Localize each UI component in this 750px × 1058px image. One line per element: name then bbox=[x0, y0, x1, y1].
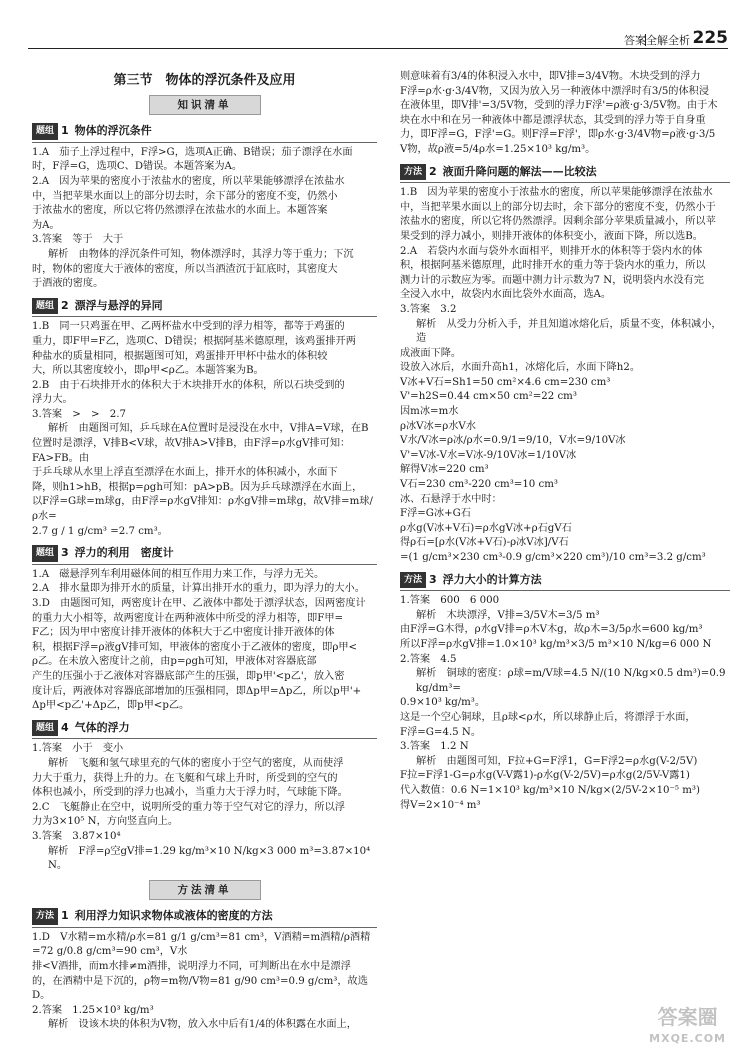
group-title: 浮力的利用 密度计 bbox=[74, 546, 174, 560]
group-tag: 题组 bbox=[32, 298, 58, 315]
text-line: 测力计的示数应为零。而题中测力计示数为7 N，说明袋内水没有完 bbox=[400, 274, 704, 286]
text-line: 得V=2×10⁻⁴ m³ bbox=[400, 799, 481, 811]
group-number: 4 bbox=[61, 720, 69, 734]
group-number: 3 bbox=[61, 546, 69, 560]
text-line: ρ冰V冰=ρ水V水 bbox=[400, 420, 476, 432]
text-line: 3.D 由题图可知，两密度计在甲、乙液体中都处于漂浮状态，因两密度计 bbox=[32, 598, 366, 609]
text-line: V石=230 cm³-220 cm³=10 cm³ bbox=[400, 479, 558, 491]
text-line: 降，则h1>hB，根据p=ρgh可知：pA>pB。因为乒乓球漂浮在水面上， bbox=[32, 481, 363, 493]
method-number: 3 bbox=[429, 572, 437, 586]
banner-method: 方法清单 bbox=[149, 880, 261, 901]
method-heading bbox=[32, 908, 377, 928]
method-title: 液面升降问题的解法——比较法 bbox=[442, 164, 597, 178]
text-line: V'=h2S=0.44 cm×50 cm²=22 cm³ bbox=[400, 391, 577, 403]
text-line: 中，当把苹果水面以上的部分切去时，余下部分的密度不变，仍然小于 bbox=[400, 201, 716, 213]
text-line: 代入数值：0.6 N=1×10³ kg/m³×10 N/kg×(2/5V-2×10⁻⁵ m³) bbox=[400, 784, 700, 796]
text-line: 1.答案 600 6 000 bbox=[400, 595, 500, 607]
text-line: 解得V冰=220 cm³ bbox=[400, 464, 489, 476]
method-number: 1 bbox=[61, 909, 69, 923]
text-line: 时，物体的密度大于液体的密度，所以当酒渣沉于缸底时，其密度大 bbox=[32, 263, 338, 275]
m1-body bbox=[32, 931, 377, 1033]
method-tag: 方法 bbox=[400, 164, 426, 181]
r1-body bbox=[400, 186, 730, 565]
group-heading bbox=[32, 123, 377, 143]
text-line: 重力，即F甲=F乙，选项C、D错误；根据阿基米德原理，该鸡蛋排开两 bbox=[32, 335, 356, 347]
text-line: 1.答案 小于 变小 bbox=[32, 743, 124, 755]
text-line: 2.答案 4.5 bbox=[400, 653, 457, 665]
text-line: 2.7 g / 1 g/cm³ =2.7 cm³。 bbox=[32, 525, 168, 537]
text-line: 解析 由题图可知，F拉+G=F浮1，G=F浮2=ρ水g(V-2/5V) bbox=[416, 755, 698, 767]
method-heading bbox=[400, 572, 730, 592]
g1-body bbox=[32, 146, 377, 292]
section-title: 第三节 物体的浮沉条件及应用 bbox=[113, 73, 296, 88]
header-title: 答案全解全析 bbox=[624, 34, 690, 47]
text-line: =(1 g/cm³×230 cm³-0.9 g/cm³×220 cm³)/10 cm³=3.2 g/cm³ bbox=[400, 552, 706, 563]
text-line: 成液面下降。 bbox=[400, 347, 462, 359]
method-number: 2 bbox=[429, 164, 437, 178]
text-line: 3.答案 3.87×10⁴ bbox=[32, 830, 121, 842]
text-line: 于酒液的密度。 bbox=[32, 278, 104, 290]
method-title: 利用浮力知识求物体或液体的密度的方法 bbox=[74, 909, 273, 923]
text-line: V'=V冰-V水=V冰-9/10V冰=1/10V冰 bbox=[400, 449, 577, 461]
text-line: 1.A 磁悬浮列车利用磁体间的相互作用力来工作，与浮力无关。 bbox=[32, 568, 325, 580]
text-line: 解析 铜球的密度：ρ球=m/V球=4.5 N/(10 N/kg×0.5 dm³)=0.9 kg/dm³= bbox=[416, 668, 726, 694]
text-line: 积，根据F浮=ρ液gV排可知，甲液体的密度小于乙液体的密度，即ρ甲< bbox=[32, 641, 358, 653]
group-heading bbox=[32, 720, 377, 740]
text-line: 解析 由题图可知，乒乓球在A位置时是浸没在水中，V排A=V球，在B bbox=[48, 423, 369, 435]
r0-body bbox=[400, 70, 730, 158]
banner-knowledge: 知识清单 bbox=[149, 95, 261, 116]
text-line: 设放入冰后，水面升高h1，冰熔化后，水面下降h2。 bbox=[400, 362, 641, 374]
text-line: ρ乙。在未放入密度计之前，由p=ρgh可知，甲液体对容器底部 bbox=[32, 656, 317, 668]
text-line: 全浸入水中，故袋内水面比袋外水面高，选A。 bbox=[400, 289, 612, 301]
text-line: 种盐水的质量相同，根据题图可知，鸡蛋排开甲杯中盐水的体积较 bbox=[32, 350, 328, 362]
text-line: V水/V冰=ρ冰/ρ水=0.9/1=9/10，V水=9/10V冰 bbox=[400, 435, 626, 447]
text-line: 3.答案 等于 大于 bbox=[32, 234, 124, 246]
text-line: 为A。 bbox=[32, 219, 60, 231]
text-line: 则意味着有3/4的体积浸入水中，即V排=3/4V物。木块受到的浮力 bbox=[400, 71, 701, 82]
text-line: 2.A 若袋内水面与袋外水面相平，则排开水的体积等于袋内水的体 bbox=[400, 245, 703, 257]
r2-body bbox=[400, 594, 730, 813]
text-line: 中，当把苹果水面以上的部分切去时，余下部分的密度不变，仍然小 bbox=[32, 190, 338, 202]
text-line: 2.B 由于石块排开水的体积大于木块排开水的体积，所以石块受到的 bbox=[32, 379, 345, 391]
text-line: 于浓盐水的密度，所以它将仍然漂浮在浓盐水的水面上。本题答案 bbox=[32, 205, 328, 217]
text-line: 的重力大小相等，故两密度计在两种液体中所受的浮力相等，即F甲= bbox=[32, 612, 344, 624]
text-line: 在液体里，即V排'=3/5V物，受到的浮力F浮'=ρ液·g·3/5V物。由于木 bbox=[400, 100, 718, 112]
text-line: 于乒乓球从水里上浮直至漂浮在水面上，排开水的体积减小，水面下 bbox=[32, 467, 338, 479]
text-line: 果受到的浮力减小，则排开液体的体积变小，液面下降，所以选B。 bbox=[400, 230, 703, 242]
text-line: 块在水中和在另一种液体中都是漂浮状态，其受到的浮力等于自身重 bbox=[400, 114, 706, 126]
text-line: 解析 设该木块的体积为V物，放入水中后有1/4的体积露在水面上， bbox=[48, 1019, 357, 1031]
text-line: 产生的压强小于乙液体对容器底部产生的压强，即p甲'<p乙'，放入密 bbox=[32, 670, 345, 682]
text-line: 2.答案 1.25×10³ kg/m³ bbox=[32, 1004, 154, 1016]
text-line: 解析 木块漂浮，V排=3/5V木=3/5 m³ bbox=[416, 609, 600, 621]
text-line: 1.B 同一只鸡蛋在甲、乙两杯盐水中受到的浮力相等，都等于鸡蛋的 bbox=[32, 321, 345, 333]
text-line: 2.C 飞艇静止在空中，说明所受的重力等于空气对它的浮力，所以浮 bbox=[32, 801, 345, 813]
method-tag: 方法 bbox=[400, 572, 426, 589]
text-line: 0.9×10³ kg/m³。 bbox=[400, 697, 486, 709]
text-line: F浮=G=4.5 N。 bbox=[400, 726, 482, 738]
group-heading bbox=[32, 545, 377, 565]
text-line: 这是一个空心铜球，且ρ球<ρ水，所以球静止后，将漂浮于水面， bbox=[400, 711, 696, 723]
text-line: 位置时是漂浮，V排B<V球，故V排A>V排B，由F浮=ρ水gV排可知：FA>FB。由 bbox=[32, 438, 351, 464]
text-line: 的，在酒精中是下沉的，ρ物=m物/V物=81 g/90 cm³=0.9 g/cm³，故选D。 bbox=[32, 975, 368, 1002]
text-line: 由F浮=G木得，ρ水gV排=ρ木V木g，故ρ木=3/5ρ水=600 kg/m³ bbox=[400, 624, 703, 636]
text-line: 力，即F浮=G，F浮'=G。则F浮=F浮'，即ρ水·g·3/4V物=ρ液·g·3/5 bbox=[400, 129, 716, 141]
text-line: 3.答案 1.2 N bbox=[400, 741, 469, 753]
text-line: 度计后，两液体对容器底部增加的压强相同，即Δp甲=Δp乙，所以p甲'+ bbox=[32, 685, 362, 697]
text-line: 冰、石悬浮于水中时： bbox=[400, 493, 502, 505]
text-line: 积，根据阿基米德原理，此时排开水的重力等于袋内水的重力，所以 bbox=[400, 260, 706, 272]
text-line: 浮力大。 bbox=[32, 394, 73, 406]
g4-body bbox=[32, 742, 377, 873]
group-title: 物体的浮沉条件 bbox=[74, 124, 152, 138]
group-tag: 题组 bbox=[32, 123, 58, 140]
text-line: 体积也减小，所受到的浮力也减小，当重力大于浮力时，气球能下降。 bbox=[32, 787, 348, 799]
watermark-line1: 答案圈 bbox=[657, 1005, 718, 1029]
text-line: 力为3×10⁵ N，方向竖直向上。 bbox=[32, 816, 179, 828]
text-line: 大，所以其密度较小，即ρ甲<ρ乙。本题答案为B。 bbox=[32, 365, 264, 377]
text-line: 2.A 排水量即为排开水的质量，计算出排开水的重力，即为浮力的大小。 bbox=[32, 583, 365, 595]
g3-body bbox=[32, 568, 377, 714]
text-line: 浓盐水的密度，所以它将仍然漂浮。因剩余部分苹果质量减小，所以苹 bbox=[400, 216, 716, 228]
text-line: 解析 飞艇和氢气球里充的气体的密度小于空气的密度，从而使浮 bbox=[48, 757, 344, 769]
watermark-logo bbox=[649, 1006, 726, 1050]
text-line: 1.A 茄子上浮过程中，F浮>G，选项A正确、B错误；茄子漂浮在水面 bbox=[32, 146, 353, 158]
group-heading bbox=[32, 298, 377, 318]
text-line: ρ水g(V冰+V石)=ρ水gV冰+ρ石gV石 bbox=[400, 522, 572, 534]
group-tag: 题组 bbox=[32, 720, 58, 737]
watermark-line2: MXQE.COM bbox=[649, 1032, 726, 1045]
text-line: 1.B 因为苹果的密度小于浓盐水的密度，所以苹果能够漂浮在浓盐水 bbox=[400, 187, 713, 199]
group-title: 漂浮与悬浮的异同 bbox=[74, 298, 163, 312]
text-line: 以F浮=G球=m球g，由F浮=ρ水gV排知：ρ水gV排=m球g，故V排=m球/ρ水= bbox=[32, 496, 373, 523]
text-line: 解析 F浮=ρ空gV排=1.29 kg/m³×10 N/kg×3 000 m³=3.87×10⁴ N。 bbox=[48, 845, 371, 872]
text-line: 所以F浮=ρ水gV排=1.0×10³ kg/m³×3/5 m³×10 N/kg=6 000 N bbox=[400, 638, 712, 650]
left-column bbox=[32, 70, 377, 1033]
header-rule bbox=[28, 48, 728, 49]
text-line: F浮=G冰+G石 bbox=[400, 508, 471, 520]
page-number: 225 bbox=[692, 28, 728, 48]
group-number: 2 bbox=[61, 298, 69, 312]
g2-body bbox=[32, 320, 377, 539]
right-column bbox=[400, 70, 730, 813]
text-line: 2.A 因为苹果的密度小于浓盐水的密度，所以苹果能够漂浮在浓盐水 bbox=[32, 175, 345, 187]
group-number: 1 bbox=[61, 124, 69, 138]
text-line: 解析 从受力分析入手，并且知道冰熔化后，质量不变，体积减小，造 bbox=[416, 318, 722, 345]
method-heading bbox=[400, 164, 730, 184]
text-line: 力大于重力，获得上升的力。在飞艇和气球上升时，所受到的空气的 bbox=[32, 772, 338, 784]
text-line: 解析 由物体的浮沉条件可知，物体漂浮时，其浮力等于重力；下沉 bbox=[48, 248, 354, 260]
method-title: 浮力大小的计算方法 bbox=[442, 572, 542, 586]
method-tag: 方法 bbox=[32, 908, 58, 925]
text-line: V物，故ρ液=5/4ρ水=1.25×10³ kg/m³。 bbox=[400, 143, 596, 155]
text-line: 因m冰=m水 bbox=[400, 406, 459, 418]
text-line: 3.答案 > > 2.7 bbox=[32, 408, 126, 420]
text-line: F浮=ρ水·g·3/4V物，又因为放入另一种液体中漂浮时有3/5的体积浸 bbox=[400, 85, 710, 97]
text-line: 3.答案 3.2 bbox=[400, 303, 457, 315]
text-line: 1.D V水精=m水精/ρ水=81 g/1 g/cm³=81 cm³，V酒精=m酒精/ρ酒精=72 g/0.8 g/cm³=90 cm³，V水 bbox=[32, 931, 371, 958]
text-line: F乙；因为甲中密度计排开液体的体积大于乙中密度计排开液体的体 bbox=[32, 627, 335, 639]
text-line: 排<V酒排，而m水排≠m酒排，说明浮力不同，可判断出在水中是漂浮 bbox=[32, 961, 351, 973]
text-line: 得ρ石=[ρ水(V冰+V石)-ρ冰V冰]/V石 bbox=[400, 537, 569, 549]
group-tag: 题组 bbox=[32, 545, 58, 562]
text-line: 时，F浮=G，选项C、D错误。本题答案为A。 bbox=[32, 161, 243, 173]
text-line: F拉=F浮1-G=ρ水g(V-V露1)-ρ水g(V-2/5V)=ρ水g(2/5V-V露1) bbox=[400, 770, 690, 782]
text-line: V冰+V石=Sh1=50 cm²×4.6 cm=230 cm³ bbox=[400, 376, 611, 388]
text-line: Δp甲<p乙'+Δp乙，即p甲<p乙。 bbox=[32, 700, 190, 712]
group-title: 气体的浮力 bbox=[74, 720, 130, 734]
